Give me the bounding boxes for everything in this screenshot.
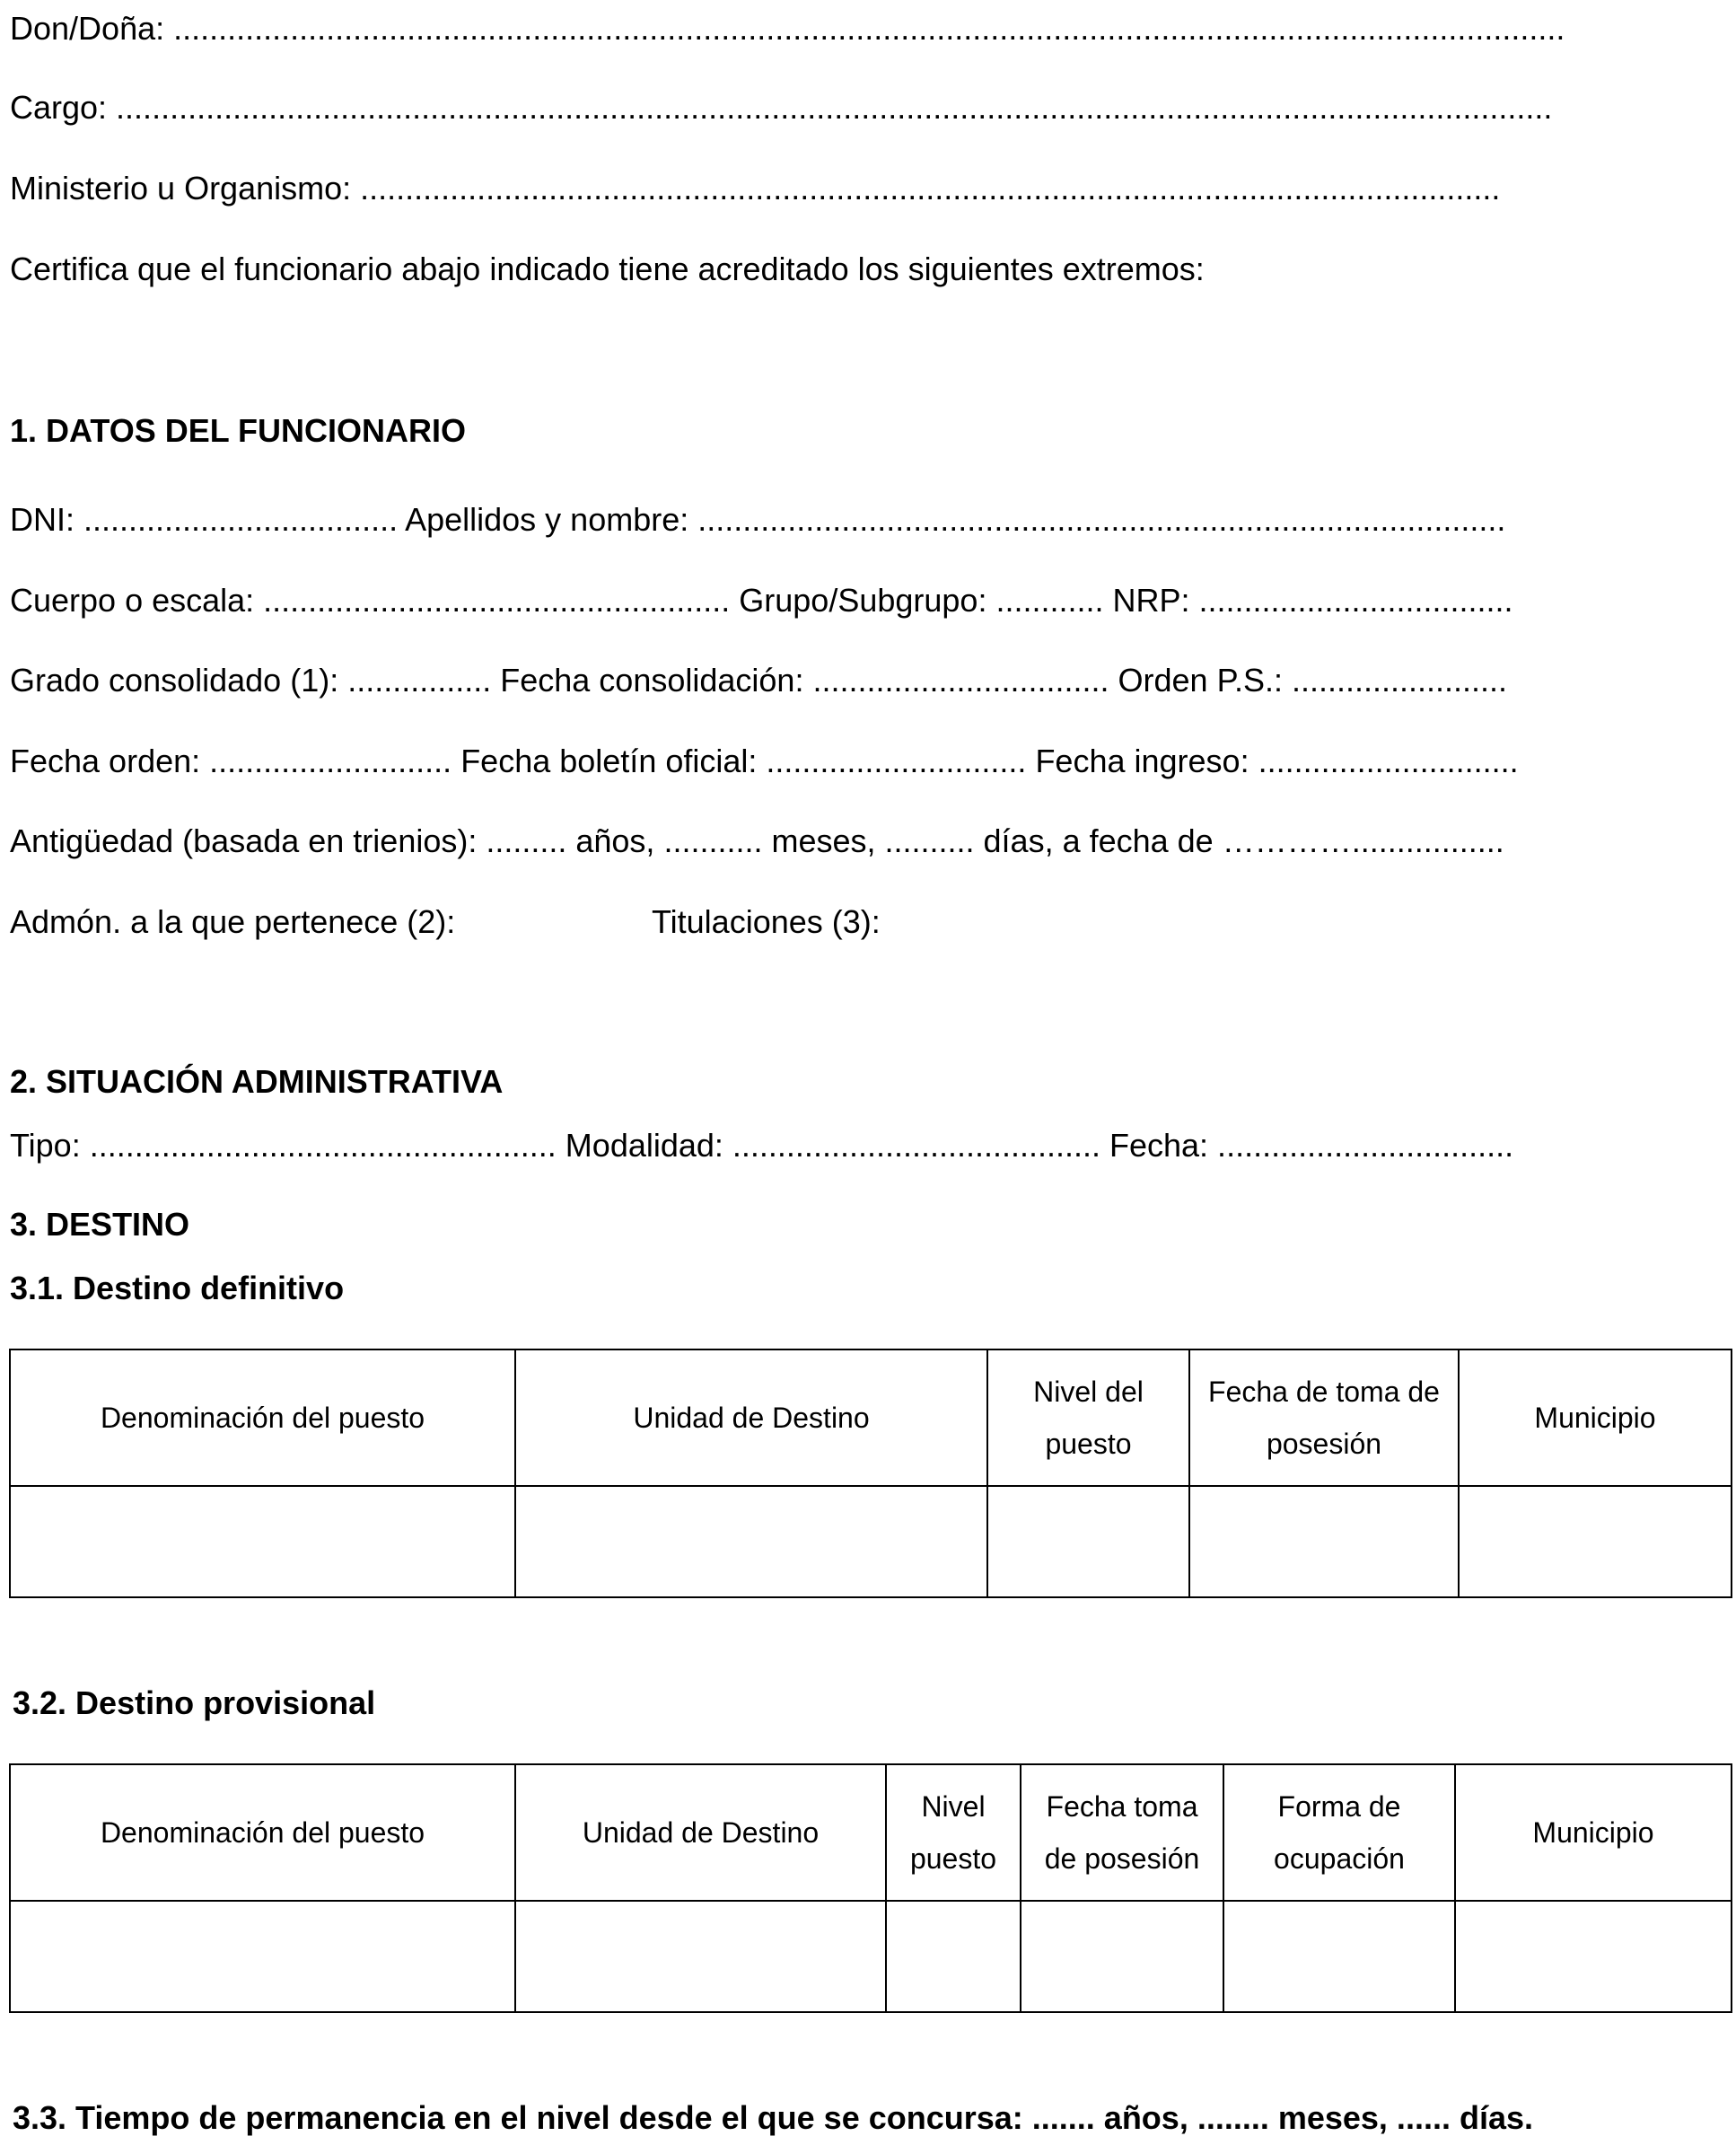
destino-definitivo-table: [9, 1349, 1732, 1598]
cell-denominacion[interactable]: [10, 1901, 515, 2012]
header-nivel: Nivel del puesto: [987, 1349, 1189, 1486]
cell-municipio[interactable]: [1459, 1486, 1732, 1597]
cell-fecha-toma[interactable]: [1021, 1901, 1223, 2012]
permanencia-line: 3.3. Tiempo de permanencia en el nivel desde el que se concursa: ....... años, ........ meses, ...... días.: [13, 2099, 1533, 2136]
titulaciones-label: Titulaciones (3):: [652, 903, 881, 940]
header-denominacion: Denominación del puesto: [10, 1764, 515, 1901]
cell-denominacion[interactable]: [10, 1486, 515, 1597]
section3-title: DESTINO: [46, 1206, 190, 1243]
table-header-row: [10, 1349, 1732, 1486]
section2-heading: [10, 1062, 503, 1102]
cell-nivel[interactable]: [886, 1901, 1021, 2012]
table-row: [10, 1486, 1732, 1597]
table-header-row: [10, 1764, 1732, 1901]
header-nivel: Nivel puesto: [886, 1764, 1021, 1901]
tipo-modalidad-fecha-line: Tipo: .................................................... Modalidad: ......................................... Fecha: .................................: [10, 1127, 1514, 1164]
destino-definitivo-title: 3.1. Destino definitivo: [10, 1270, 345, 1306]
don-dona-field: Don/Doña: ...........................................................................................................................................................: [10, 10, 1565, 47]
cell-unidad-destino[interactable]: [515, 1486, 987, 1597]
grado-fecha-orden-line: Grado consolidado (1): ................ Fecha consolidación: ................................. Orden P.S.: ........................: [10, 662, 1508, 699]
section3-heading: [10, 1205, 189, 1244]
header-forma-ocupacion: Forma de ocupación: [1223, 1764, 1455, 1901]
header-municipio: Municipio: [1455, 1764, 1732, 1901]
cell-nivel[interactable]: [987, 1486, 1189, 1597]
header-denominacion: Denominación del puesto: [10, 1349, 515, 1486]
fechas-line: Fecha orden: ........................... Fecha boletín oficial: ............................. Fecha ingreso: .............................: [10, 743, 1519, 779]
admon-label: Admón. a la que pertenece (2):: [10, 903, 456, 940]
antiguedad-line: Antigüedad (basada en trienios): ......... años, ........... meses, .......... días, a fecha de ………….................: [10, 822, 1504, 859]
certifica-text: Certifica que el funcionario abajo indicado tiene acreditado los siguientes extremos:: [10, 251, 1205, 287]
table-row: [10, 1901, 1732, 2012]
dni-apellidos-line: DNI: ................................... Apellidos y nombre: ..........................................................................................: [10, 501, 1506, 538]
section2-number: 2.: [10, 1063, 38, 1100]
cell-municipio[interactable]: [1455, 1901, 1732, 2012]
section3-number: 3.: [10, 1206, 38, 1243]
header-fecha-toma: Fecha toma de posesión: [1021, 1764, 1223, 1901]
ministerio-field: Ministerio u Organismo: ...............................................................................................................................: [10, 170, 1501, 207]
cell-fecha-toma[interactable]: [1189, 1486, 1459, 1597]
section1-title: 1. DATOS DEL FUNCIONARIO: [10, 412, 467, 449]
header-municipio: Municipio: [1459, 1349, 1732, 1486]
cell-forma-ocupacion[interactable]: [1223, 1901, 1455, 2012]
section2-title: SITUACIÓN ADMINISTRATIVA: [46, 1063, 504, 1100]
destino-provisional-title: 3.2. Destino provisional: [13, 1684, 376, 1721]
header-fecha-toma: Fecha de toma de posesión: [1189, 1349, 1459, 1486]
destino-provisional-table: [9, 1763, 1732, 2013]
cargo-field: Cargo: ................................................................................................................................................................: [10, 89, 1553, 126]
header-unidad-destino: Unidad de Destino: [515, 1764, 886, 1901]
cuerpo-grupo-nrp-line: Cuerpo o escala: .................................................... Grupo/Subgrupo: ............ NRP: ...................................: [10, 582, 1513, 619]
cell-unidad-destino[interactable]: [515, 1901, 886, 2012]
header-unidad-destino: Unidad de Destino: [515, 1349, 987, 1486]
